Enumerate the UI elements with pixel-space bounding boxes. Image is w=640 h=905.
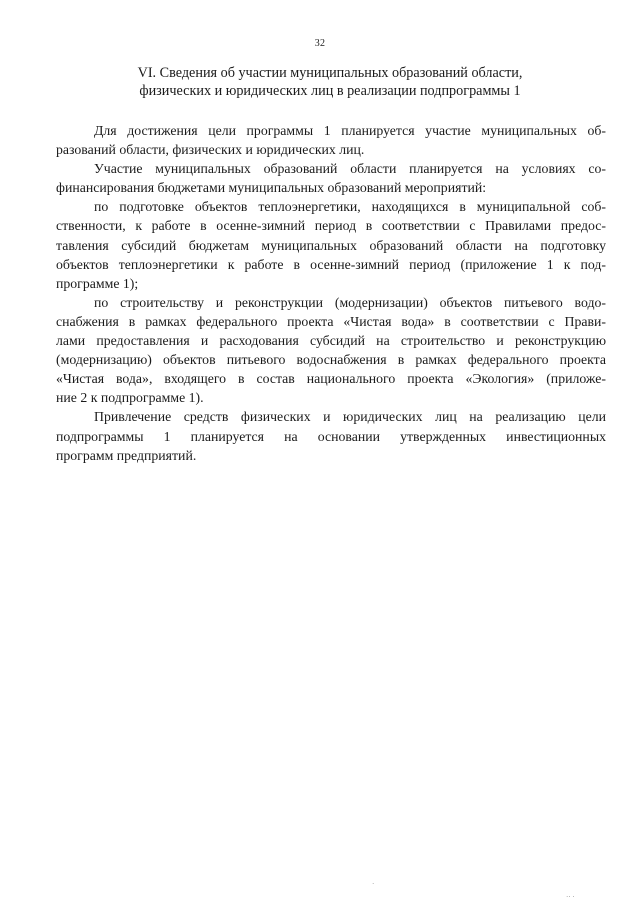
text-line: финансирования бюджетами муниципальных образований мероприятий:: [56, 180, 487, 196]
text-line: Для достижения цели программы 1 планируется участие муниципальных об-: [94, 123, 606, 138]
section-title: [60, 64, 600, 100]
section-title-line: физических и юридических лиц в реализации подпрограммы 1: [139, 83, 521, 99]
text-line: разований области, физических и юридических лиц.: [56, 142, 365, 158]
text-line: подпрограммы 1 планируется на основании утвержденных инвестиционных: [56, 428, 606, 444]
text-line: объектов теплоэнергетики к работе в осенне-зимний период (приложение 1 к под-: [56, 256, 606, 272]
text-line: ственности, к работе в осенне-зимний период в соответствии с Правилами предос-: [56, 218, 606, 234]
text-line: по подготовке объектов теплоэнергетики, находящихся в муниципальной соб-: [94, 199, 606, 215]
text-line: (модернизацию) объектов питьевого водоснабжения в рамках федерального проекта: [56, 352, 606, 368]
paragraph: [56, 121, 606, 159]
paragraph: [56, 407, 606, 464]
page-number: 32: [314, 38, 326, 49]
scan-speck: ·: [372, 880, 375, 888]
text-line: программе 1);: [56, 275, 139, 291]
text-line: тавления субсидий бюджетам муниципальных образований области на подготовку: [56, 237, 606, 253]
text-line: Привлечение средств физических и юридических лиц на реализацию цели: [94, 409, 606, 425]
text-line: лами предоставления и расходования субсидий на строительство и реконструкцию: [56, 333, 606, 349]
paragraph: [56, 159, 606, 197]
text-line: снабжения в рамках федерального проекта «Чистая вода» в соответствии с Прави-: [56, 313, 606, 329]
text-line: Участие муниципальных образований области планируется на условиях со-: [94, 161, 606, 177]
paragraph: [56, 197, 606, 292]
text-line: программ предприятий.: [56, 447, 197, 463]
text-line: по строительству и реконструкции (модернизации) объектов питьевого водо-: [94, 294, 606, 310]
text-line: ние 2 к подпрограмме 1).: [56, 390, 204, 406]
scan-speck: ·· ·: [566, 893, 575, 901]
section-title-line: VI. Сведения об участии муниципальных образований области,: [137, 65, 523, 81]
paragraph: [56, 293, 606, 408]
text-line: «Чистая вода», входящего в состав национального проекта «Экология» (приложе-: [56, 371, 606, 387]
body-text: [56, 121, 606, 465]
